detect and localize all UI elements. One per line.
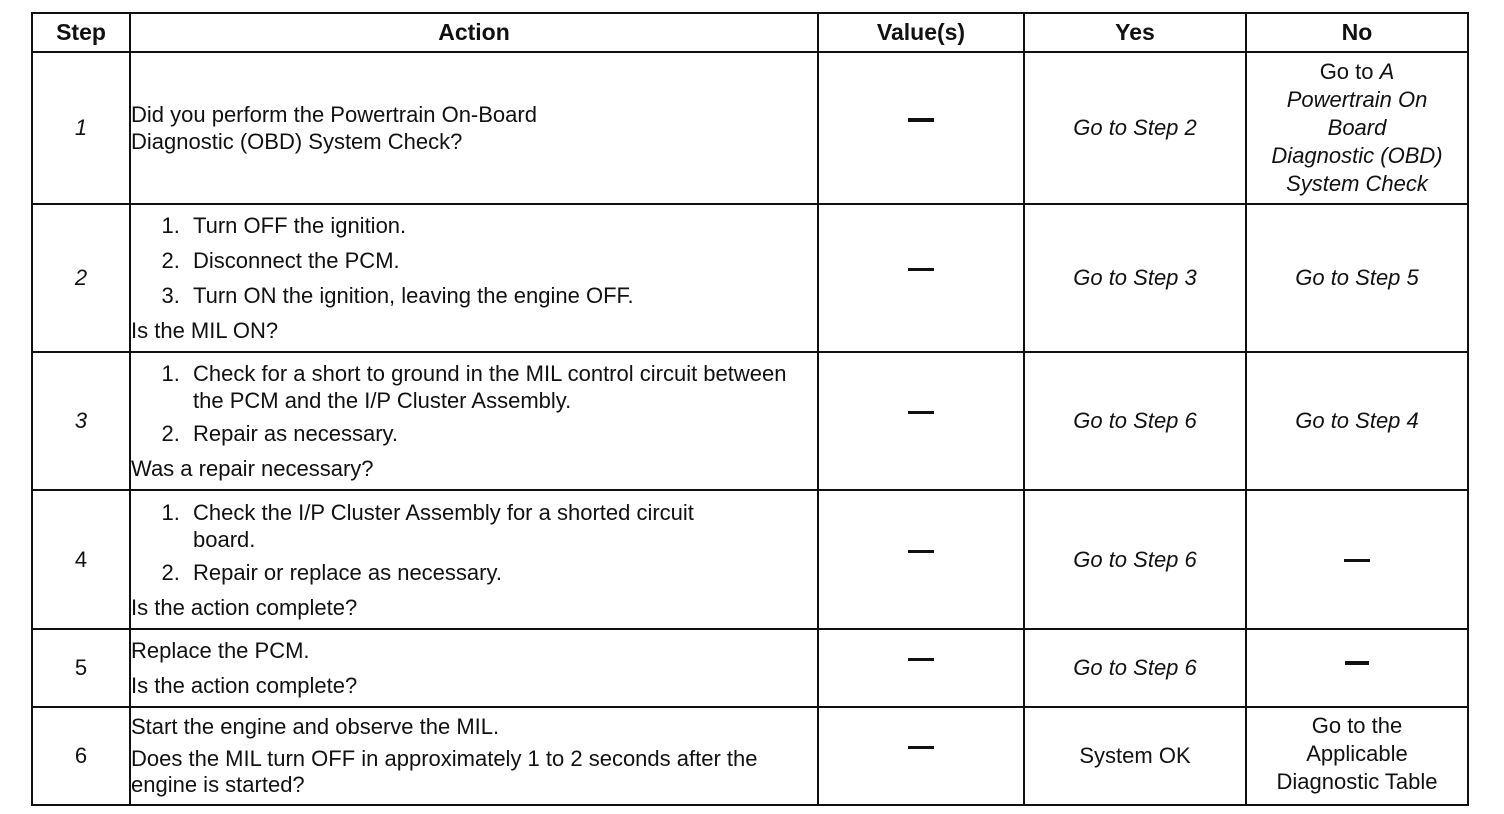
table-row (32, 52, 1468, 204)
header-no: No (1246, 13, 1468, 52)
action-question: Is the MIL ON? (131, 318, 279, 343)
action-cell (130, 629, 818, 707)
action-text: Did you perform the Powertrain On-Board (131, 102, 537, 127)
step-number: 5 (32, 629, 130, 707)
table-row (32, 629, 1468, 707)
action-text: Diagnostic (OBD) System Check? (131, 129, 463, 154)
no-cell (1246, 629, 1468, 707)
no-text: Diagnostic (OBD) (1271, 143, 1443, 168)
action-question: Is the action complete? (131, 673, 358, 698)
step-number: 2 (32, 204, 130, 352)
no-text: Board (1327, 115, 1387, 140)
table-row (32, 490, 1468, 629)
value-dash (908, 658, 934, 661)
no-text: Applicable (1306, 741, 1408, 766)
yes-cell: Go to Step 6 (1024, 490, 1246, 629)
yes-cell: Go to Step 3 (1024, 204, 1246, 352)
no-cell (1246, 490, 1468, 629)
substep: 2 . Repair or replace as necessary. (131, 559, 817, 586)
action-cell (130, 490, 818, 629)
no-text: Powertrain On (1286, 87, 1428, 112)
action-question: Does the MIL turn OFF in approximately 1 to 2 seconds after the engine is started? (131, 746, 758, 797)
header-row (32, 13, 1468, 52)
no-text: Diagnostic Table (1276, 769, 1438, 794)
diagnostic-table (31, 12, 1469, 806)
step-number: 1 (32, 52, 130, 204)
no-cell (1246, 52, 1468, 204)
no-dash (1344, 559, 1370, 562)
substep: 2 . Disconnect the PCM. (131, 247, 817, 274)
substep-list (131, 212, 817, 309)
substep-list (131, 360, 817, 447)
yes-cell: Go to Step 6 (1024, 352, 1246, 490)
no-cell: Go to Step 4 (1246, 352, 1468, 490)
value-dash (908, 746, 934, 749)
value-dash (908, 550, 934, 553)
value-cell (818, 204, 1024, 352)
value-cell (818, 490, 1024, 629)
value-cell (818, 52, 1024, 204)
header-action: Action (130, 13, 818, 52)
header-yes: Yes (1024, 13, 1246, 52)
action-text: Replace the PCM. (131, 638, 310, 663)
header-values: Value(s) (818, 13, 1024, 52)
yes-cell: Go to Step 2 (1024, 52, 1246, 204)
no-cell (1246, 707, 1468, 805)
no-text: A (1379, 59, 1395, 84)
header-step: Step (32, 13, 130, 52)
value-dash (908, 118, 934, 122)
yes-cell: System OK (1024, 707, 1246, 805)
value-cell (818, 707, 1024, 805)
no-text: Go to the (1311, 713, 1403, 738)
action-question: Was a repair necessary? (131, 456, 374, 481)
substep: 1 . Check the I/P Cluster Assembly for a shorted circuit board. (131, 499, 817, 553)
step-number: 6 (32, 707, 130, 805)
no-text: Go to (1319, 59, 1380, 84)
no-text: System Check (1286, 171, 1428, 196)
value-cell (818, 629, 1024, 707)
action-cell (130, 204, 818, 352)
no-cell: Go to Step 5 (1246, 204, 1468, 352)
step-number: 4 (32, 490, 130, 629)
action-cell (130, 52, 818, 204)
table-row (32, 352, 1468, 490)
action-cell (130, 707, 818, 805)
substep: 1 . Check for a short to ground in the MIL control circuit between the PCM and the I/P Cluster Assembly. (131, 360, 817, 414)
yes-cell: Go to Step 6 (1024, 629, 1246, 707)
substep: 3 . Turn ON the ignition, leaving the engine OFF. (131, 282, 817, 309)
step-number: 3 (32, 352, 130, 490)
value-cell (818, 352, 1024, 490)
value-dash (908, 268, 934, 271)
substep: 1 . Turn OFF the ignition. (131, 212, 817, 239)
action-question: Is the action complete? (131, 594, 358, 620)
no-dash (1345, 661, 1369, 665)
action-cell (130, 352, 818, 490)
table-row (32, 707, 1468, 805)
value-dash (908, 411, 934, 414)
action-text: Start the engine and observe the MIL. (131, 714, 500, 739)
substep-list (131, 499, 817, 586)
substep: 2 . Repair as necessary. (131, 420, 817, 447)
table-row (32, 204, 1468, 352)
